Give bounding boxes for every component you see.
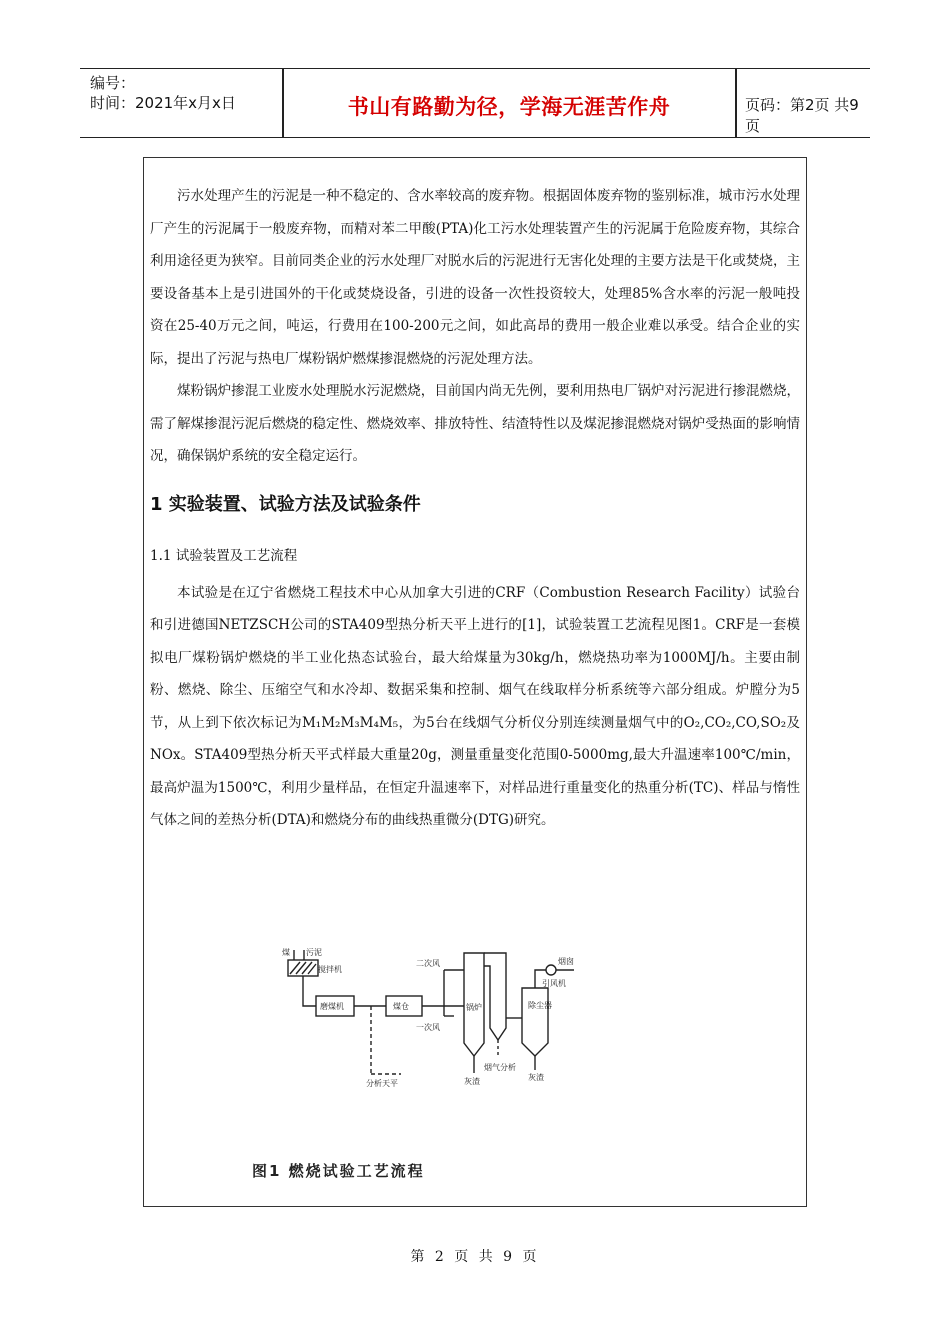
mixer-to-mill-line [303,976,316,1006]
section-heading: 1 实验装置、试验方法及试验条件 [150,493,421,515]
document-body [150,180,800,837]
label-flue-gas-analysis: 烟气分析 [484,1063,516,1072]
hatch-line [290,962,300,974]
fan-circle [546,965,556,975]
paragraph: 本试验是在辽宁省燃烧工程技术中心从加拿大引进的CRF（Combustion Research Facility）试验台和引进德国NETZSCH公司的STA409型热分析天平上进行的[1]，试验装置工艺流程见图1。CRF是一套模拟电厂煤粉锅炉燃烧的半工业化热态试验台，最大给煤量为30kg/h，燃烧热功率为1000MJ/h。主要由制粉、燃烧、除尘、压缩空气和水冷却、数据采集和控制、烟气在线取样分析系统等六部分组成。炉膛分为5节，从上到下依次标记为M₁M₂M₃M₄M₅，为5台在线烟气分析仪分别连续测量烟气中的O₂,CO₂,CO,SO₂及NOx。STA409型热分析天平式样最大重量20g，测量重量变化范围0-5000mg,最大升温速率100℃/min，最高炉温为1500℃，利用少量样品，在恒定升温速率下，对样品进行重量变化的热重分析(TC)、样品与惰性气体之间的差热分析(DTA)和燃烧分布的曲线热重微分(DTG)研究。 [150,584,800,828]
hatch-line [302,962,312,974]
date-line: 时间：2021年x月x日 [90,94,236,112]
label-ash2: 灰渣 [528,1073,544,1082]
header-page-info: 页码：第2页 共9页 [745,96,859,135]
label-mixer: 搅拌机 [318,965,342,974]
label-secondary-air: 二次风 [416,959,440,968]
paragraph: 煤粉锅炉掺混工业废水处理脱水污泥燃烧，目前国内尚无先例，要利用热电厂锅炉对污泥进行掺混燃烧，需了解煤掺混污泥后燃烧的稳定性、燃烧效率、排放特性、结渣特性以及煤泥掺混燃烧对锅炉受热面的影响情况，确保锅炉系统的安全稳定运行。 [150,383,800,464]
label-boiler: 锅炉 [466,1003,482,1012]
paragraph: 污水处理产生的污泥是一种不稳定的、含水率较高的废弃物。根据固体废弃物的鉴别标准，城市污水处理厂产生的污泥属于一般废弃物，而精对苯二甲酸(PTA)化工污水处理装置产生的污泥属于危险废弃物，其综合利用途径更为狭窄。目前同类企业的污水处理厂对脱水后的污泥进行无害化处理的主要方法是干化或焚烧，主要设备基本上是引进国外的干化或焚烧设备，引进的设备一次性投资较大，处理85%含水率的污泥一般吨投资在25-40万元之间，吨运，行费用在100-200元之间，如此高昂的费用一般企业难以承受。结合企业的实际，提出了污泥与热电厂煤粉锅炉燃煤掺混燃烧的污泥处理方法。 [150,188,800,367]
header-motto: 书山有路勤为径，学海无涯苦作舟 [347,95,671,119]
subsection-heading: 1.1 试验装置及工艺流程 [150,547,298,564]
flue-duct [484,953,506,1040]
flow-diagram [276,948,576,1148]
label-dust-remover: 除尘器 [528,1001,552,1010]
label-primary-air: 一次风 [416,1023,440,1032]
page-footer: 第 2 页 共 9 页 [410,1249,540,1265]
page-header [80,68,870,138]
label-analyzer: 分析天平 [366,1079,398,1088]
hatch-line [296,962,306,974]
label-chimney: 烟囱 [558,957,574,966]
document-number-label: 编号： [90,74,136,92]
header-divider [735,69,737,137]
label-sludge: 污泥 [306,948,322,957]
label-fan: 引风机 [542,979,566,988]
label-mill: 磨煤机 [320,1002,344,1011]
label-bin: 煤仓 [393,1002,409,1011]
dust-remover-shape [522,988,548,1056]
process-flow-figure [276,948,576,1148]
content-frame [143,157,807,1207]
header-meta [90,73,282,113]
figure-caption: 图1 燃烧试验工艺流程 [252,1162,425,1180]
label-ash1: 灰渣 [464,1077,480,1086]
label-coal: 煤 [282,948,290,957]
